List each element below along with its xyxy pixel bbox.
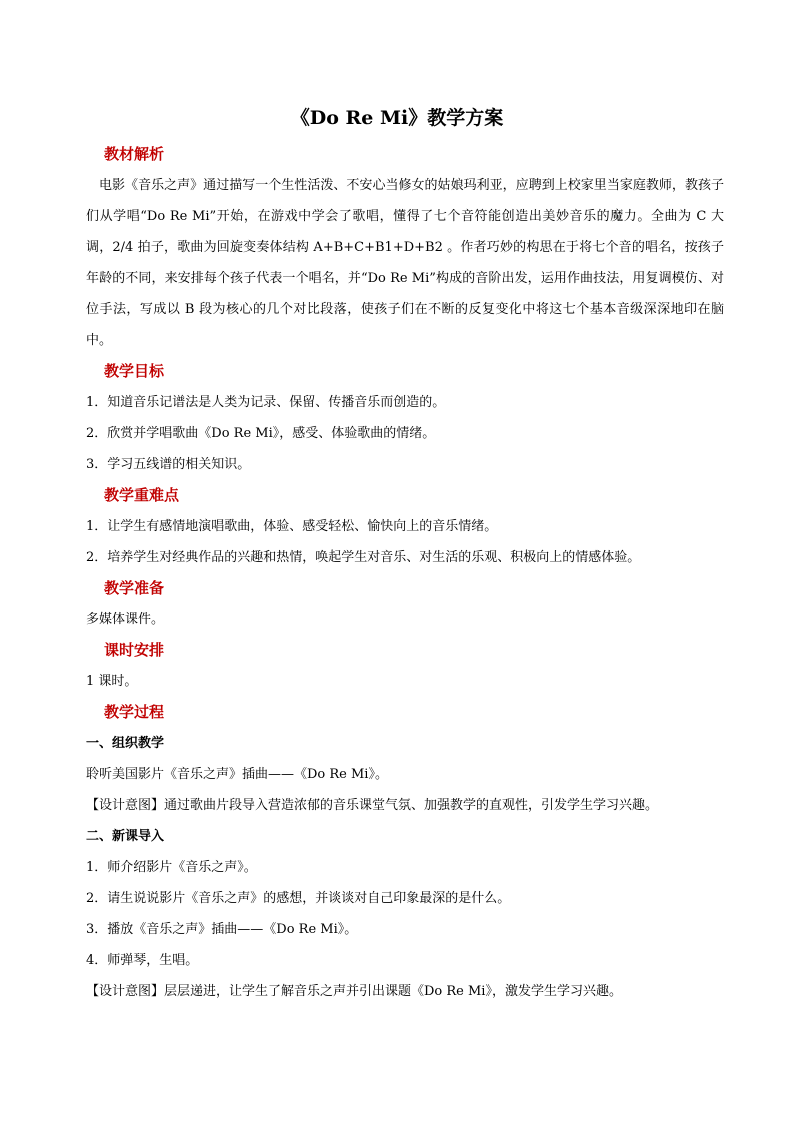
heading-schedule: 课时安排 — [104, 641, 165, 659]
preparation-text: 多媒体课件。 — [86, 612, 165, 627]
heading-analysis: 教材解析 — [104, 145, 165, 163]
document-title: 《Do Re Mi》教学方案 — [290, 107, 504, 129]
process-part2-line-1: 1．师介绍影片《音乐之声》。 — [86, 860, 257, 875]
key-point-item-1: 1．让学生有感情地演唱歌曲，体验、感受轻松、愉快向上的音乐情绪。 — [86, 519, 498, 534]
goal-item-3: 3．学习五线谱的相关知识。 — [86, 457, 251, 472]
process-part2-line-4: 4．师弹琴，生唱。 — [86, 953, 199, 968]
process-part2-title: 二、新课导入 — [86, 829, 165, 844]
schedule-text: 1 课时。 — [86, 674, 138, 689]
goal-item-1: 1．知道音乐记谱法是人类为记录、保留、传播音乐而创造的。 — [86, 395, 446, 410]
goal-item-2: 2．欣赏并学唱歌曲《Do Re Mi》，感受、体验歌曲的情绪。 — [86, 426, 436, 441]
heading-goals: 教学目标 — [104, 362, 165, 380]
key-point-item-2: 2．培养学生对经典作品的兴趣和热情，唤起学生对音乐、对生活的乐观、积极向上的情感体验。 — [86, 550, 641, 565]
process-part2-line-5: 【设计意图】层层递进，让学生了解音乐之声并引出课题《Do Re Mi》，激发学生学习兴趣。 — [86, 984, 622, 999]
process-part1-title: 一、组织教学 — [86, 736, 165, 751]
heading-preparation: 教学准备 — [104, 579, 165, 597]
process-part1-line-1: 聆听美国影片《音乐之声》插曲——《Do Re Mi》。 — [86, 767, 388, 782]
heading-process: 教学过程 — [104, 703, 165, 721]
process-part1-line-2: 【设计意图】通过歌曲片段导入营造浓郁的音乐课堂气氛、加强教学的直观性，引发学生学习兴趣。 — [86, 798, 659, 813]
process-part2-line-3: 3．播放《音乐之声》插曲——《Do Re Mi》。 — [86, 922, 358, 937]
analysis-paragraph: 电影《音乐之声》通过描写一个生性活泼、不安心当修女的姑娘玛利亚，应聘到上校家里当家庭教师，教孩子们从学唱“Do Re Mi”开始，在游戏中学会了歌唱，懂得了七个音符能创造出美妙音乐的魔力。全曲为 C 大调，2/4 拍子，歌曲为回旋变奏体结构 A+B+C+B1+D+B2 。作者巧妙的构思在于将七个音的唱名，按孩子年龄的不同，来安排每个孩子代表一个唱名，并“Do Re Mi”构成的音阶出发，运用作曲技法，用复调模仿、对位手法，写成以 B 段为核心的几个对比段落，使孩子们在不断的反复变化中将这七个基本音级深深地印在脑中。 — [86, 178, 724, 348]
process-part2-line-2: 2．请生说说影片《音乐之声》的感想，并谈谈对自己印象最深的是什么。 — [86, 891, 511, 906]
document-body — [86, 139, 724, 1007]
heading-key-points: 教学重难点 — [104, 486, 180, 504]
